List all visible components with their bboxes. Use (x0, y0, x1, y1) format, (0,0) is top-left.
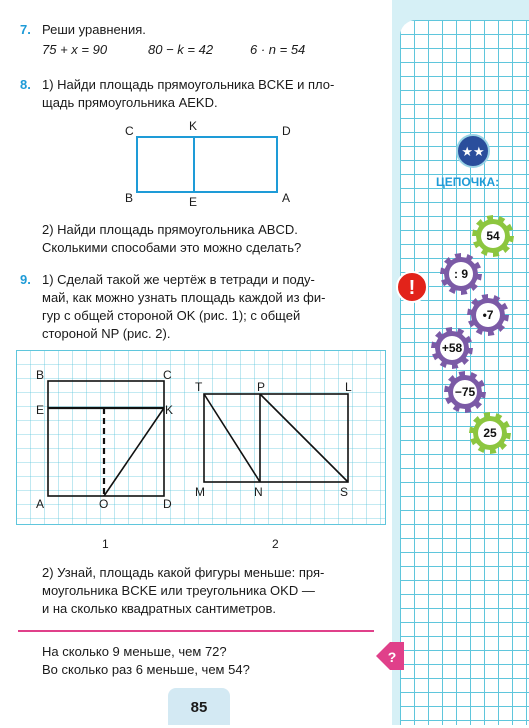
svg-text:★★: ★★ (461, 145, 485, 160)
task8-part1-line2: щадь прямоугольника AEKD. (42, 95, 218, 110)
gear-minus-75 (443, 370, 487, 414)
fig1-label-b: B (36, 368, 45, 382)
svg-text:?: ? (387, 649, 397, 665)
fig1-label-c: C (163, 368, 172, 382)
fig2-label-p: P (257, 380, 266, 394)
page-number: 85 (168, 688, 230, 725)
gear-label: −75 (454, 385, 476, 399)
task9-line3: гур с общей стороной OK (рис. 1); с общей (42, 308, 301, 323)
gear-div-9 (439, 252, 483, 296)
task9-line1: 1) Сделай такой же чертёж в тетради и поду- (42, 272, 315, 287)
star-badge-icon (456, 134, 490, 168)
fig2-label-m: M (195, 485, 205, 499)
figure-caption-2: 2 (272, 537, 279, 551)
gear-plus-58 (430, 326, 474, 370)
alert-icon (396, 270, 428, 304)
figure-caption-1: 1 (102, 537, 109, 551)
svg-text:!: ! (408, 277, 416, 299)
question-mark-icon (374, 640, 404, 672)
fig1-label-k: K (165, 403, 174, 417)
task9-part2-line3: и на сколько квадратных сантиметров. (42, 601, 277, 616)
gear-label: 25 (483, 426, 497, 440)
gear-label: •7 (482, 308, 494, 322)
fig2-label-n: N (254, 485, 263, 499)
fig1-label-e: E (36, 403, 45, 417)
gear-label: : 9 (453, 267, 468, 281)
rectangle-abcd (137, 137, 277, 192)
label-c: C (125, 124, 134, 138)
task9-part2-line1: 2) Узнай, площадь какой фигуры меньше: пря- (42, 565, 325, 580)
task9-number: 9. (20, 272, 31, 287)
fig2-label-t: T (195, 380, 203, 394)
question-1: На сколько 9 меньше, чем 72? (42, 644, 227, 659)
task7-number: 7. (20, 22, 31, 37)
task8-part1-line1: 1) Найди площадь прямоугольника BCKE и пло- (42, 77, 335, 92)
label-e: E (189, 195, 198, 209)
task7-equation-3: 6 · n = 54 (250, 42, 306, 57)
fig2-label-l: L (345, 380, 352, 394)
label-k: K (189, 119, 198, 133)
gear-label: +58 (441, 341, 463, 355)
fig2-label-s: S (340, 485, 349, 499)
task7-equation-2: 80 − k = 42 (148, 42, 214, 57)
task9-line2: май, как можно узнать площадь каждой из фи- (42, 290, 326, 305)
fig1-label-a: A (36, 497, 45, 511)
task9-line4: стороной NP (рис. 2). (42, 326, 171, 341)
question-2: Во сколько раз 6 меньше, чем 54? (42, 662, 250, 677)
task7-equation-1: 75 + x = 90 (42, 42, 108, 57)
fig1-label-d: D (163, 497, 172, 511)
label-d: D (282, 124, 291, 138)
task7-title: Реши уравнения. (42, 22, 146, 37)
fig1-label-o: O (99, 497, 109, 511)
label-b: B (125, 191, 134, 205)
task8-part2-line2: Сколькими способами это можно сделать? (42, 240, 302, 255)
chain-title: ЦЕПОЧКА: (436, 175, 500, 189)
task8-part2-line1: 2) Найди площадь прямоугольника ABCD. (42, 222, 298, 237)
section-divider (18, 630, 374, 632)
label-a: A (282, 191, 291, 205)
task8-number: 8. (20, 77, 31, 92)
task9-part2-line2: моугольника BCKE или треугольника OKD — (42, 583, 315, 598)
gear-25 (468, 411, 512, 455)
gear-label: 54 (486, 229, 500, 243)
